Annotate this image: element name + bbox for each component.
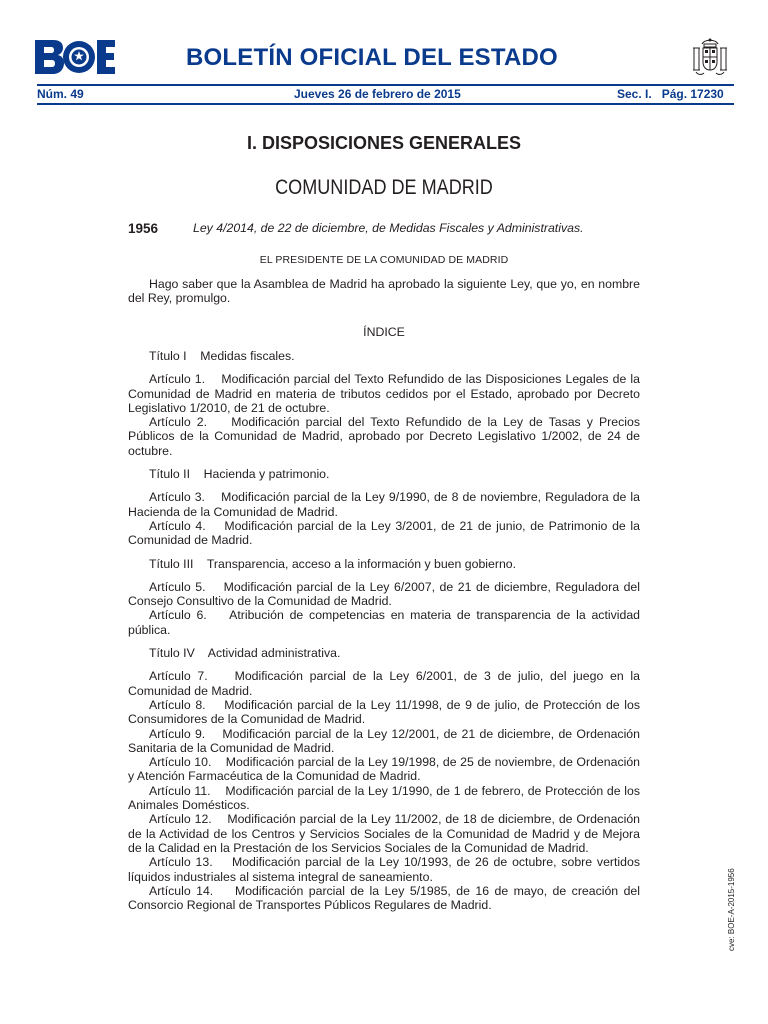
boe-logo-icon [35,40,115,74]
president-line: EL PRESIDENTE DE LA COMUNIDAD DE MADRID [259,254,509,266]
section-title: I. DISPOSICIONES GENERALES [246,133,522,153]
index-article-entry: Artículo 8. Modificación parcial de la Ley 11/1998, de 9 de julio, de Protección de los Consumidores de la Comunidad de Madrid. [128,697,644,727]
section-page: Sec. I. Pág. 17230 [617,87,724,101]
index-title-entry: Título I Medidas fiscales. [149,349,295,363]
index-article-entry: Artículo 12. Modificación parcial de la Ley 11/2002, de 18 de diciembre, de Ordenación de la Actividad de los Centros y Servicios Sociales de la Comunidad de Madrid y de Mejora de la Calidad en la Prestación de los Servicios Sociales de la Comunidad de Madrid. [128,812,644,855]
intro-text: Hago saber que la Asamblea de Madrid ha aprobado la siguiente Ley, que yo, en nombre del Rey, promulgo. [128,277,640,306]
intro-paragraph [128,277,640,306]
index-title-entry: Título IV Actividad administrativa. [149,646,341,661]
header-rule-bottom [37,103,734,105]
index-article-entry: Artículo 13. Modificación parcial de la Ley 10/1993, de 26 de octubre, sobre vertidos líquidos industriales al sistema integral de saneamiento. [128,855,644,884]
index-title-entry: Título III Transparencia, acceso a la información y buen gobierno. [149,556,517,571]
issue-date: Jueves 26 de febrero de 2015 [294,87,461,101]
index-article-entry: Artículo 3. Modificación parcial de la Ley 9/1990, de 8 de noviembre, Reguladora de la Hacienda de la Comunidad de Madrid. [128,490,644,519]
header-rule-top [37,84,734,86]
index-article-entry: Artículo 5. Modificación parcial de la Ley 6/2007, de 21 de diciembre, Reguladora del Consejo Consultivo de la Comunidad de Madrid. [128,579,644,609]
index-article-entry: Artículo 1. Modificación parcial del Texto Refundido de las Disposiciones Legales de la Comunidad de Madrid en materia de tributos cedidos por el Estado, aprobado por Decreto Legislativo 1/2010, de 21 de octubre. [128,372,644,415]
index-title-entry: Título II Hacienda y patrimonio. [149,467,330,482]
masthead-title: BOLETÍN OFICIAL DEL ESTADO [186,44,558,71]
index-article-entry: Artículo 4. Modificación parcial de la Ley 3/2001, de 21 de junio, de Patrimonio de la Comunidad de Madrid. [128,518,644,548]
cve-code [727,856,743,951]
index-heading: ÍNDICE [363,325,405,339]
index-article-entry: Artículo 9. Modificación parcial de la Ley 12/2001, de 21 de diciembre, de Ordenación Sanitaria de la Comunidad de Madrid. [128,726,644,755]
index-article-entry: Artículo 11. Modificación parcial de la Ley 1/1990, de 1 de febrero, de Protección de los Animales Domésticos. [128,783,643,813]
index-list [128,349,644,913]
index-article-entry: Artículo 14. Modificación parcial de la Ley 5/1985, de 16 de mayo, de creación del Consorcio Regional de Transportes Públicos Regulares de Madrid. [128,883,644,913]
law-number: 1956 [128,221,159,236]
coat-of-arms-icon [690,36,730,80]
law-title: Ley 4/2014, de 22 de diciembre, de Medidas Fiscales y Administrativas. [193,221,584,235]
index-article-entry: Artículo 10. Modificación parcial de la Ley 19/1998, de 25 de noviembre, de Ordenación y Atención Farmacéutica de la Comunidad de Madrid. [128,755,644,784]
index-article-entry: Artículo 6. Atribución de competencias en materia de transparencia de la actividad pública. [128,608,644,637]
index-article-entry: Artículo 7. Modificación parcial de la Ley 6/2001, de 3 de julio, del juego en la Comunidad de Madrid. [128,669,644,698]
index-article-entry: Artículo 2. Modificación parcial del Texto Refundido de la Ley de Tasas y Precios Públicos de la Comunidad de Madrid, aprobado por Decreto Legislativo 1/2002, de 24 de octubre. [128,415,644,458]
issue-number: Núm. 49 [37,87,84,101]
organization-title: COMUNIDAD DE MADRID [275,176,493,199]
cve-text: cve: BOE-A-2015-1956 [727,868,736,951]
